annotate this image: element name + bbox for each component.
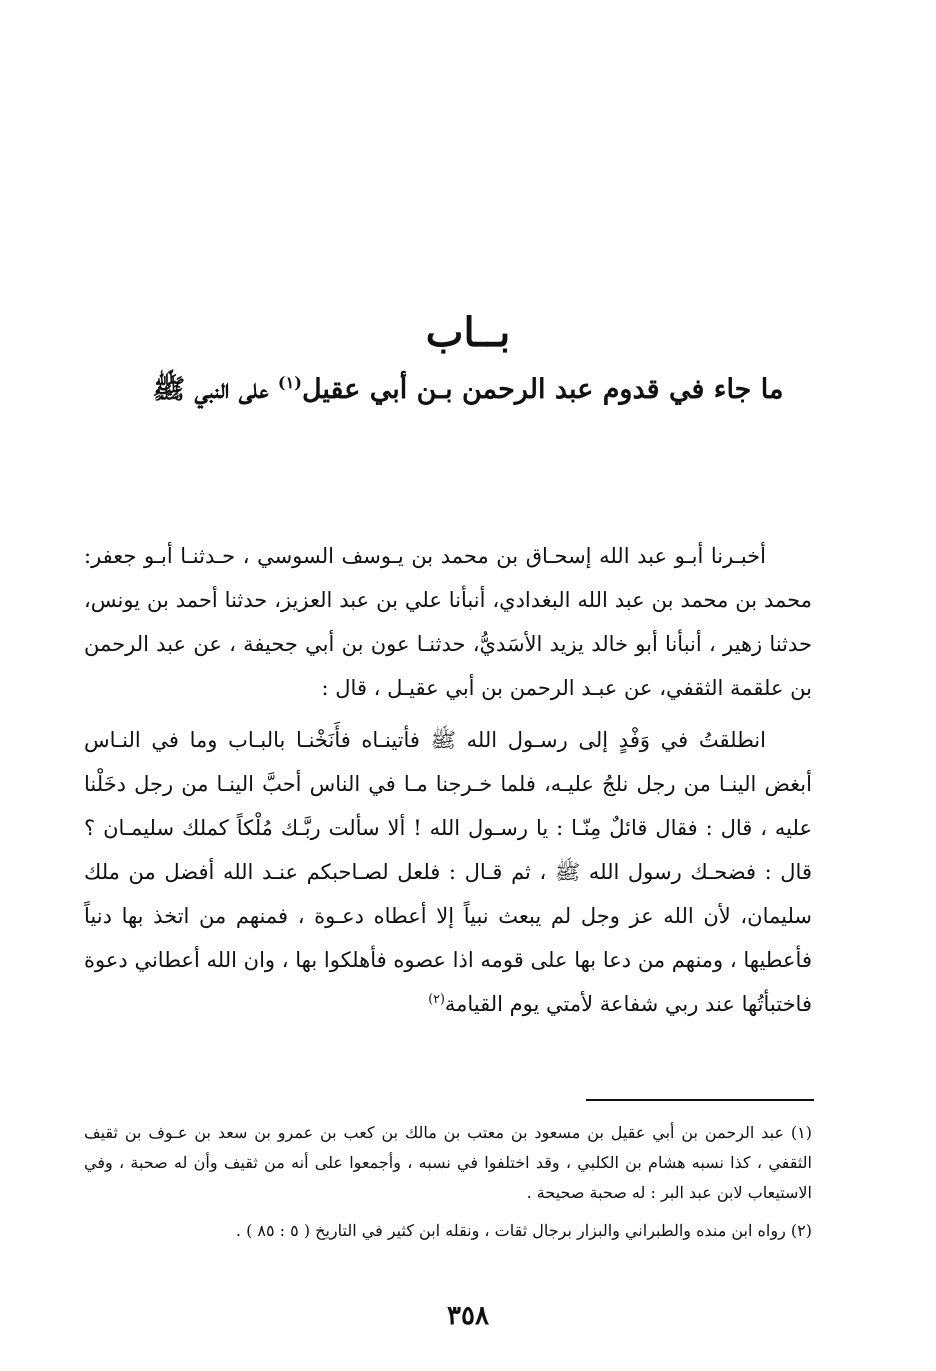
page-number: ٣٥٨ bbox=[447, 1301, 489, 1331]
hadith-paragraph bbox=[84, 718, 812, 1026]
chapter-heading: بــاب bbox=[425, 309, 511, 356]
main-text bbox=[84, 534, 812, 1026]
chapter-subtitle bbox=[80, 368, 856, 412]
footnote-ref-2: (٢) bbox=[428, 991, 445, 1006]
footnote-2: (٢) رواه ابن منده والطبراني والبزار برجال ثقات ، ونقله ابن كثير في التاريخ ( ٥ : ٨٥ ) . bbox=[235, 1221, 812, 1240]
footnote-1: (١) عبد الرحمن بن أبي عقيل بن مسعود بن معتب بن مالك بن كعب بن عمرو بن سعد بن عـوف بن ثقيف الثقفي ، كذا نسبه هشام بن الكلبي ، وقد اختلفوا في نسبه ، وأجمعوا على أنه من ثقيف وأن له صحبة ، وفي الاستيعاب لابن عبد البر : له صحبة صحيحة . bbox=[84, 1123, 813, 1202]
subtitle-end: على النبي ﷺ bbox=[152, 374, 278, 405]
footnotes bbox=[84, 1118, 812, 1246]
footnote-divider bbox=[586, 1099, 814, 1101]
subtitle-text: ما جاء في قدوم عبد الرحمن بـن أبي عقيل bbox=[301, 374, 784, 405]
isnad-paragraph: أخبـرنا أبـو عبد الله إسحـاق بن محمد بن يـوسف السوسي ، حـدثنـا أبـو جعفر: محمد بن محمد بن عبد الله البغدادي، أنبأنا علي بن عبد العزيز، حدثنا أحمد بن يونس، حدثنا زهير ، أنبأنا أبو خالد يزيد الأسَديُّ، حدثنـا عون بن أبي جحيفة ، عن عبد الرحمن بن علقمة الثقفي، عن عبـد الرحمن بن أبي عقيـل ، قال : bbox=[84, 544, 812, 700]
footnote-ref-1: (١) bbox=[277, 373, 302, 392]
hadith-text: انطلقتُ في وَفْدٍ إلى رسـول الله ﷺ فأتينـاه فأَنَخْنـا بالبـاب وما في النـاس أبغض الينـا من رجل نلجُ عليـه، فلما خـرجنا مـا في الناس أحبَّ الينـا من رجل دخَلْنا عليه ، قال : فقال قائلٌ مِنّـا : يا رسـول الله ! ألا سألت ربَّـك مُلْكاً كملك سليمـان ؟ قال : فضحـك رسول الله ﷺ ، ثم قـال : فلعل لصـاحبكم عنـد الله أفضل من ملك سليمان، لأن الله عز وجل لم يبعث نبياً إلا أعطاه دعـوة ، فمنهم من اتخذ بها دنياً فأعطيها ، ومنهم من دعا بها على قومه اذا عصوه فأهلكوا بها ، وان الله أعطاني دعوة فاختبأتُها عند ربي شفاعة لأمتي يوم القيامة bbox=[84, 728, 812, 1016]
